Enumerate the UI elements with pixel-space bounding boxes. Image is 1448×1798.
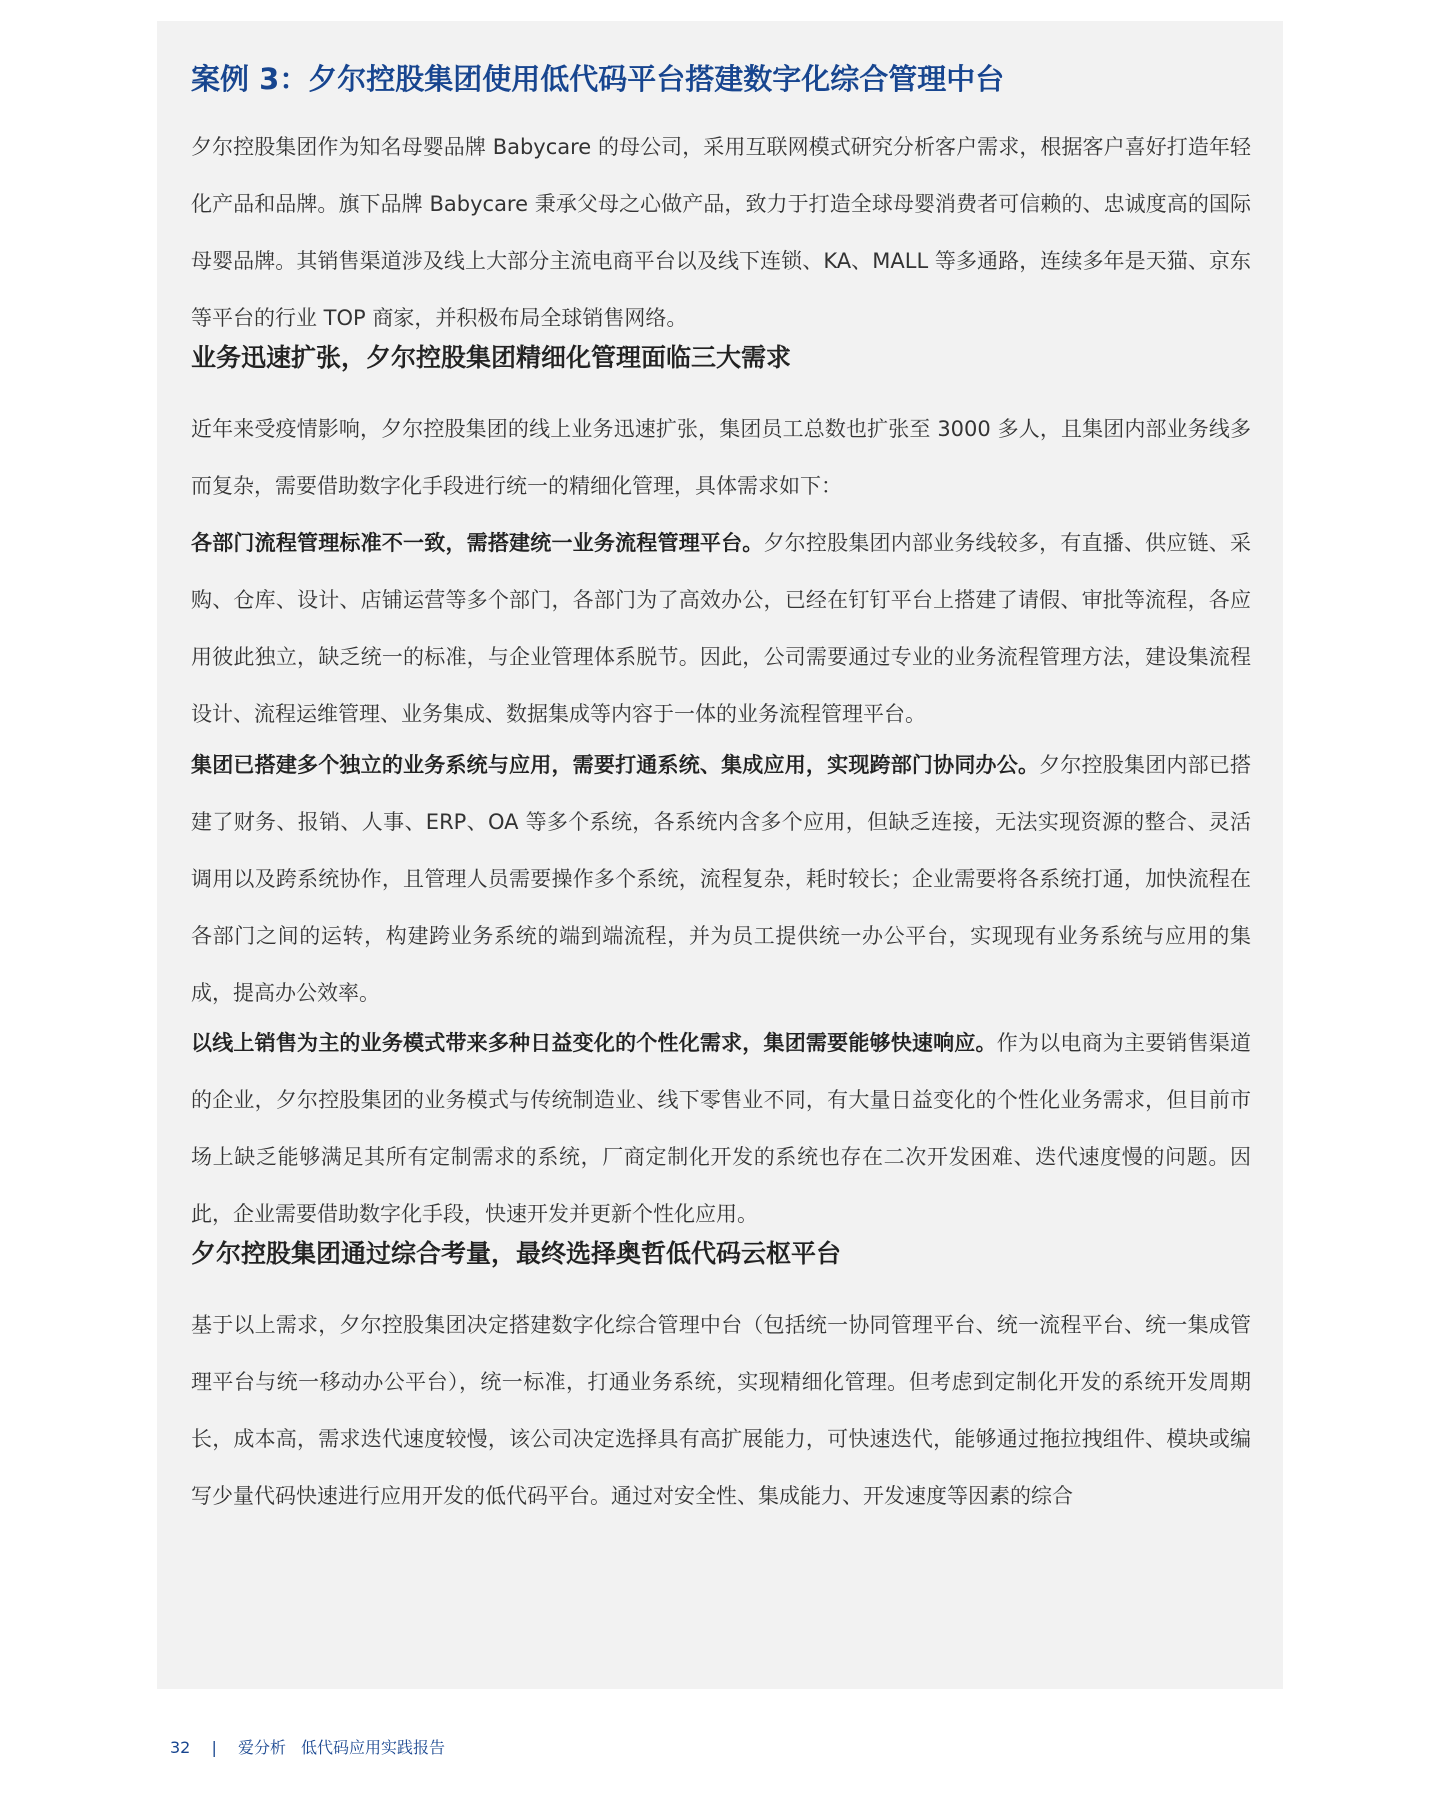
selection-paragraph: 基于以上需求，夕尔控股集团决定搭建数字化综合管理中台（包括统一协同管理平台、统一流程平台、统一集成管理平台与统一移动办公平台），统一标准，打通业务系统，实现精细化管理。但考虑到定制化开发的系统开发周期长，成本高，需求迭代速度较慢，该公司决定选择具有高扩展能力，可快速迭代，能够通过拖拉拽组件、模块或编写少量代码快速进行应用开发的低代码平台。通过对安全性、集成能力、开发速度等因素的综合 (191, 1313, 1251, 1508)
footer-separator: | (211, 1738, 217, 1757)
intro-paragraph: 夕尔控股集团作为知名母婴品牌 Babycare 的母公司，采用互联网模式研究分析客户需求，根据客户喜好打造年轻化产品和品牌。旗下品牌 Babycare 秉承父母之心做产品，致力于打造全球母婴消费者可信赖的、忠诚度高的国际母婴品牌。其销售渠道涉及线上大部分主流电商平台以及线下连锁、KA、MALL 等多通路，连续多年是天猫、京东等平台的行业 TOP 商家，并积极布局全球销售网络。 (191, 135, 1251, 330)
need-item (191, 515, 1251, 743)
need-lead: 各部门流程管理标准不一致，需搭建统一业务流程管理平台。 (191, 531, 764, 555)
page-footer (170, 1736, 445, 1760)
page-number: 32 (170, 1738, 191, 1757)
section-heading-needs: 业务迅速扩张，夕尔控股集团精细化管理面临三大需求 (191, 343, 792, 372)
need-body: 夕尔控股集团内部已搭建了财务、报销、人事、ERP、OA 等多个系统，各系统内含多个应用，但缺乏连接，无法实现资源的整合、灵活调用以及跨系统协作，且管理人员需要操作多个系统，流程复杂，耗时较长；企业需要将各系统打通，加快流程在各部门之间的运转，构建跨业务系统的端到端流程，并为员工提供统一办公平台，实现现有业务系统与应用的集成，提高办公效率。 (191, 753, 1252, 1005)
need-lead: 集团已搭建多个独立的业务系统与应用，需要打通系统、集成应用，实现跨部门协同办公。 (191, 753, 1040, 777)
section-heading-selection: 夕尔控股集团通过综合考量，最终选择奥哲低代码云枢平台 (191, 1239, 842, 1268)
need-item (191, 737, 1251, 1022)
case-study-box (157, 21, 1283, 1689)
case-title: 案例 3：夕尔控股集团使用低代码平台搭建数字化综合管理中台 (191, 62, 1005, 96)
need-body: 夕尔控股集团内部业务线较多，有直播、供应链、采购、仓库、设计、店铺运营等多个部门，各部门为了高效办公，已经在钉钉平台上搭建了请假、审批等流程，各应用彼此独立，缺乏统一的标准，与企业管理体系脱节。因此，公司需要通过专业的业务流程管理方法，建设集流程设计、流程运维管理、业务集成、数据集成等内容于一体的业务流程管理平台。 (191, 531, 1252, 726)
needs-intro-paragraph: 近年来受疫情影响，夕尔控股集团的线上业务迅速扩张，集团员工总数也扩张至 3000 多人，且集团内部业务线多而复杂，需要借助数字化手段进行统一的精细化管理，具体需求如下： (191, 417, 1251, 498)
footer-report-title: 低代码应用实践报告 (301, 1738, 446, 1757)
need-lead: 以线上销售为主的业务模式带来多种日益变化的个性化需求，集团需要能够快速响应。 (191, 1031, 997, 1055)
need-item (191, 1015, 1251, 1243)
footer-brand: 爱分析 (237, 1738, 286, 1757)
need-body: 作为以电商为主要销售渠道的企业，夕尔控股集团的业务模式与传统制造业、线下零售业不同，有大量日益变化的个性化业务需求，但目前市场上缺乏能够满足其所有定制需求的系统，厂商定制化开发的系统也存在二次开发困难、迭代速度慢的问题。因此，企业需要借助数字化手段，快速开发并更新个性化应用。 (191, 1031, 1252, 1226)
